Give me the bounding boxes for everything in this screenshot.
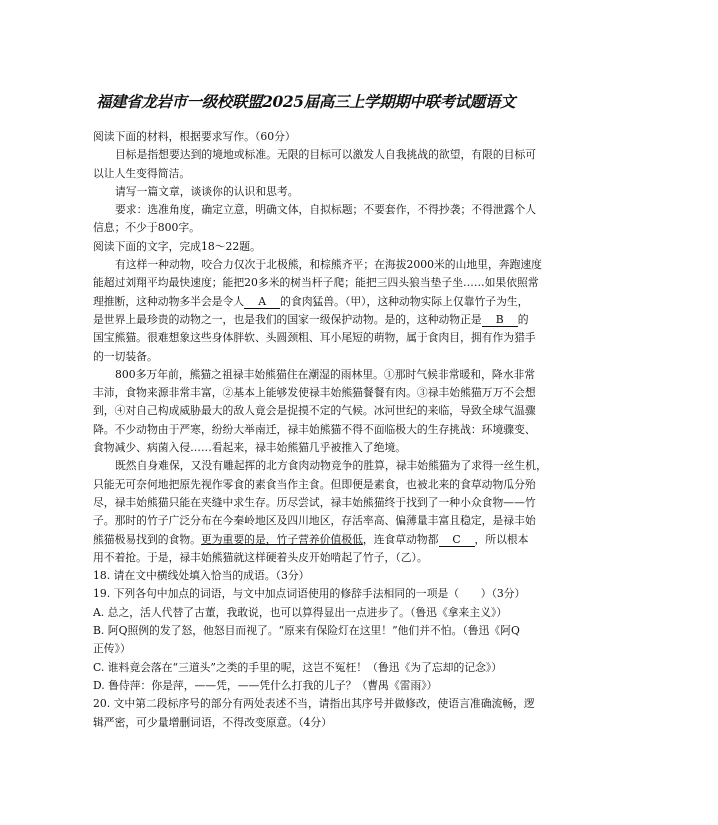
- passage-line: 降。不少动物由于严寒，纷纷大举南迁，禄丰始熊猫不得不面临极大的生存挑战：环境骤变、: [93, 422, 536, 436]
- underlined-sentence: 更为重要的是，竹子营养价值极低: [200, 532, 363, 546]
- passage-line: 的一切装备。: [93, 349, 158, 363]
- question-18: 18. 请在文中横线处填入恰当的成语。（3分）: [93, 569, 310, 583]
- blank-b: B: [482, 314, 518, 327]
- question-19: 19. 下列各句中加点的词语，与文中加点词语使用的修辞手法相同的一项是（ ）（3分）: [93, 587, 526, 601]
- passage-line: 有这样一种动物，咬合力仅次于北极熊，和棕熊齐平；在海拔2000米的山地里，奔跑速度: [115, 258, 542, 272]
- passage-line: [93, 531, 623, 549]
- option-c: C. 谁料竟会落在“三道头”之类的手里的呢，这岂不冤枉！（鲁迅《为了忘却的记念》）: [93, 660, 503, 674]
- material-line: 目标是指想要达到的境地或标准。无限的目标可以激发人自我挑战的欲望，有限的目标可: [115, 148, 537, 162]
- passage-line: 既然自身难保，又没有雕起挥的北方食肉动物竞争的胜算，禄丰始熊猫为了求得一丝生机，: [115, 459, 547, 473]
- exam-body: [93, 128, 623, 732]
- passage-line: [93, 311, 623, 329]
- option-b: B. 阿Q照例的发了怒，他怒目而视了。“原来有保险灯在这里！”他们并不怕。（鲁迅《阿Q: [93, 624, 520, 638]
- passage-line: 只能无可奈何地把原先视作零食的素食当作主食。但即便是素食，也被北来的食草动物瓜分殆: [93, 477, 536, 491]
- writing-instruction: 阅读下面的材料，根据要求写作。（60分）: [93, 130, 296, 143]
- passage-line: 子。那时的竹子广泛分布在今秦岭地区及四川地区，存活率高、偏薄量丰富且稳定，是禄丰始: [93, 514, 536, 528]
- passage-text: 的食肉猛兽。（甲），这种动物实际上仅靠竹子为生，: [280, 294, 529, 308]
- passage-text: 熊猫极易找到的食物。: [93, 532, 201, 546]
- passage-line: [93, 293, 623, 311]
- option-a: A. 总之，活人代替了古董，我敢说，也可以算得显出一点进步了。（鲁迅《拿来主义》）: [93, 605, 508, 619]
- passage-text: 的: [517, 312, 529, 326]
- passage-text: 理推断，这种动物多半会是令人: [93, 294, 245, 308]
- passage-line: 用不着抢。于是，禄丰始熊猫就这样硬着头皮开始啃起了竹子，（乙）。: [93, 550, 428, 564]
- page-title: 福建省龙岩市一级校联盟2025届高三上学期期中联考试题语文: [96, 92, 516, 111]
- passage-line: 国宝熊猫。很难想象这些身体胖软、头圆颈粗、耳小尾短的萌物，属于食肉目，拥有作为猎手: [93, 331, 536, 345]
- option-d: D. 鲁侍萍：你是萍，——凭，——凭什么打我的儿子？（曹禺《雷雨》）: [93, 678, 438, 692]
- requirement-line: 要求：选准角度，确定立意，明确文体，自拟标题；不要套作，不得抄袭；不得泄露个人: [115, 203, 537, 217]
- passage-line: 食物减少、病菌入侵……看起来，禄丰始熊猫几乎被推入了绝境。: [93, 441, 407, 455]
- passage-line: 能超过刘翔平均最快速度；能把20多米的树当杆子爬；能把三四头狼当垫子坐……如果依照常: [93, 276, 539, 290]
- passage-line: 丰沛，食物来源非常丰富，②基本上能够发使禄丰始熊猫餐餐有肉。③禄丰始熊猫万万不会想: [93, 386, 536, 400]
- passage-line: 800多万年前，熊猫之祖禄丰始熊猫住在潮湿的雨林里。①那时气候非常暖和，降水非常: [115, 367, 536, 381]
- blank-a: A: [244, 296, 280, 309]
- question-20-cont: 辑严密，可少量增删词语，不得改变原意。（4分）: [93, 715, 332, 729]
- blank-c: C: [439, 534, 475, 547]
- passage-text: 是世界上最珍贵的动物之一，也是我们的国家一级保护动物。是的，这种动物正是: [93, 312, 482, 326]
- question-20: 20. 文中第二段标序号的部分有两处表述不当，请指出其序号并做修改，使语言准确流畅，逻: [93, 697, 535, 711]
- reading-instruction: 阅读下面的文字，完成18～22题。: [93, 239, 261, 253]
- requirement-line: 信息；不少于800字。: [93, 221, 200, 235]
- passage-line: 尽，禄丰始熊猫只能在夹缝中求生存。历尽尝试，禄丰始熊猫终于找到了一种小众食物——竹: [93, 495, 536, 509]
- passage-text: ，连食草动物都: [362, 532, 439, 546]
- passage-text: ，所以根本: [474, 532, 529, 546]
- passage-line: 到，④对自己构成威胁最大的敌人竟会是捉摸不定的气候。冰河世纪的来临，导致全球气温骤: [93, 404, 536, 418]
- task-line: 请写一篇文章，谈谈你的认识和思考。: [115, 184, 299, 198]
- material-line: 以让人生变得简洁。: [93, 166, 191, 180]
- option-b-cont: 正传》）: [93, 642, 131, 656]
